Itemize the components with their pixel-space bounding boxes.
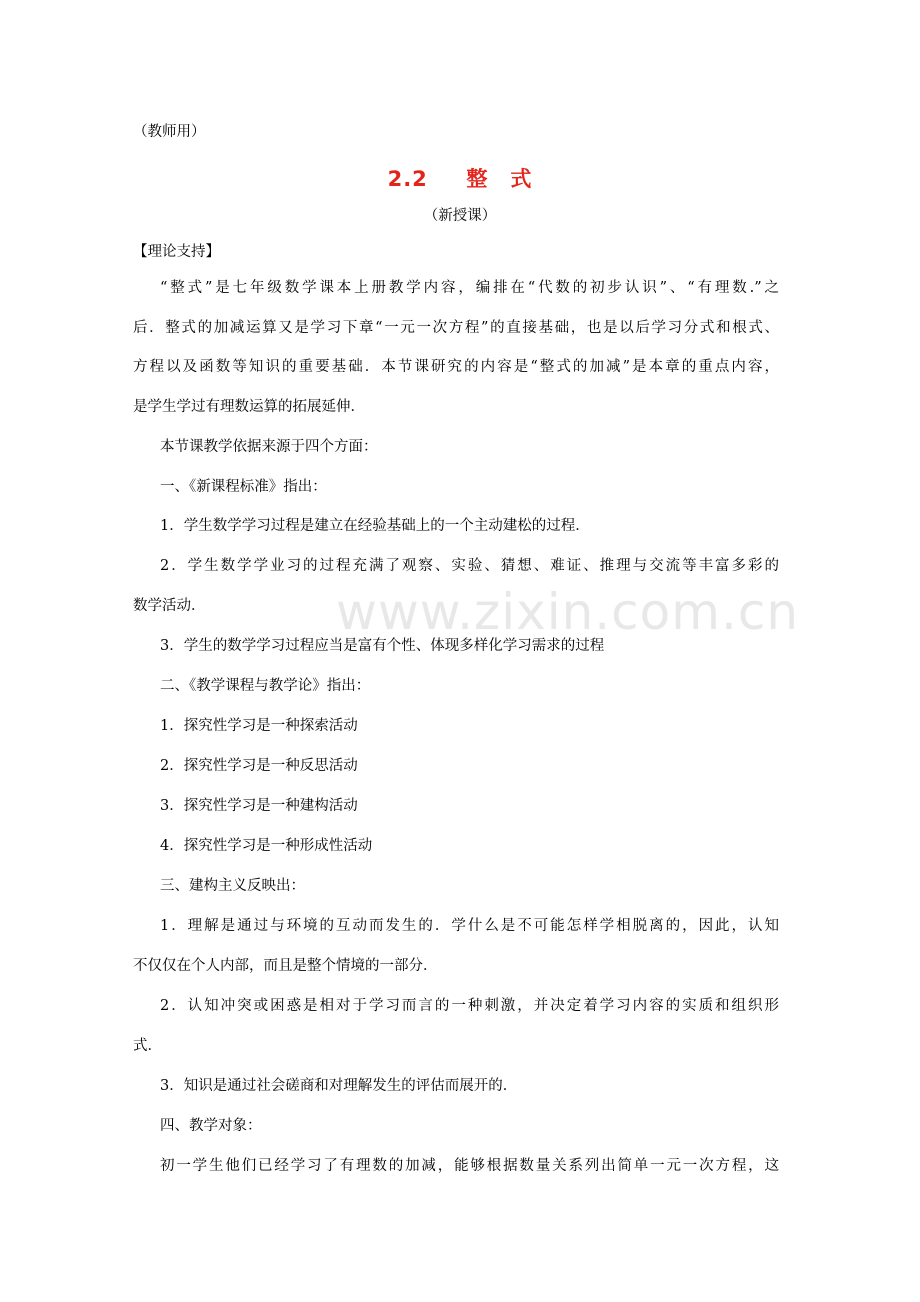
list-item: 1．学生数学学习过程是建立在经验基础上的一个主动建松的过程． [160, 518, 590, 534]
list-item: 2．认知冲突或困惑是相对于学习而言的一种刺激，并决定着学习内容的实质和组织形 [160, 998, 779, 1014]
list-heading: 四、教学对象： [160, 1118, 262, 1134]
list-item-continuation: 数学活动． [133, 598, 206, 614]
list-item-continuation: 式． [133, 1038, 162, 1054]
list-heading: 二、《教学课程与教学论》指出： [160, 678, 371, 694]
section-heading: 【理论支持】 [133, 244, 220, 260]
list-heading: 三、建构主义反映出： [160, 878, 305, 894]
title-name: 整 式 [466, 167, 533, 191]
title-number: 2.2 [387, 167, 428, 191]
paragraph-line: 方程以及函数等知识的重要基础．本节课研究的内容是“整式的加减”是本章的重点内容， [133, 359, 779, 375]
list-item: 3．知识是通过社会磋商和对理解发生的评估而展开的． [160, 1078, 518, 1094]
paragraph-line: 是学生学过有理数运算的拓展延伸． [133, 399, 365, 415]
list-item-continuation: 不仅仅在个人内部，而且是整个情境的一部分． [133, 958, 438, 974]
paragraph-line: “整式”是七年级数学课本上册教学内容，编排在“代数的初步认识”、“有理数.”之 [160, 280, 779, 296]
list-item: 4．探究性学习是一种形成性活动 [160, 838, 373, 854]
list-item: 3．探究性学习是一种建构活动 [160, 798, 358, 814]
paragraph-line: 本节课教学依据来源于四个方面： [160, 439, 378, 455]
audience-label: （教师用） [133, 124, 206, 140]
lesson-type: （新授课） [423, 208, 497, 224]
list-item: 1．探究性学习是一种探索活动 [160, 718, 358, 734]
list-item: 3．学生的数学学习过程应当是富有个性、体现多样化学习需求的过程 [160, 638, 605, 654]
list-item: 2．探究性学习是一种反思活动 [160, 758, 358, 774]
list-heading: 一、《新课程标准》指出： [160, 479, 327, 495]
paragraph-line: 初一学生他们已经学习了有理数的加减，能够根据数量关系列出简单一元一次方程，这 [160, 1158, 779, 1174]
page-title [0, 163, 920, 193]
list-item: 1．理解是通过与环境的互动而发生的．学什么是不可能怎样学相脱离的，因此，认知 [160, 918, 779, 934]
list-item: 2．学生数学学业习的过程充满了观察、实验、猜想、难证、推理与交流等丰富多彩的 [160, 558, 779, 574]
watermark: www.zixin.com.cn [336, 583, 800, 641]
paragraph-line: 后．整式的加减运算又是学习下章“一元一次方程”的直接基础，也是以后学习分式和根式、 [133, 320, 779, 336]
